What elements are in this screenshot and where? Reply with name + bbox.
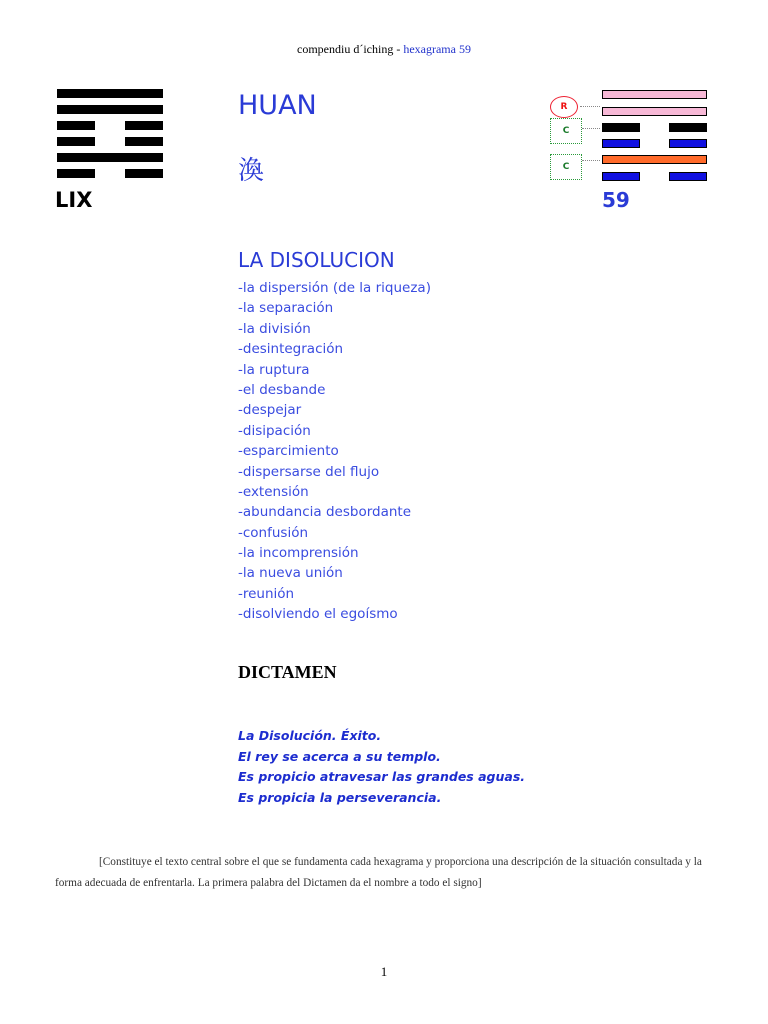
header-prefix: compendiu d´iching - [297,42,404,56]
dictamen-heading: DICTAMEN [238,662,337,682]
list-item: -la nueva unión [238,565,343,582]
diagram-line-3b [669,139,707,148]
page-header [0,42,768,57]
dictamen-line: Es propicio atravesar las grandes aguas. [238,769,526,784]
hexagram-name: HUAN [238,90,317,121]
note-text: Constituye el texto central sobre el que se fundamenta cada hexagrama y proporciona una descripción de la situación consultada y la forma adecuada de enfrentarla. La primera palabra del Dictamen da el nombre a todo el signo [55,856,702,889]
list-item: -disolviendo el egoísmo [238,606,398,623]
dictamen-line: La Disolución. Éxito. [238,728,382,743]
constituent-marker-2: C [550,154,582,180]
list-item: -reunión [238,585,295,602]
diagram-line-2 [602,155,707,164]
ruler-marker: R [550,96,578,118]
hexagram-line-6 [57,89,163,98]
list-item: -la incomprensión [238,545,359,562]
list-item: -extensión [238,483,309,500]
constituent-marker-1: C [550,118,582,144]
page-number: 1 [380,964,388,979]
list-item: -la separación [238,300,334,317]
hexagram-roman-numeral: LIX [55,188,93,212]
diagram-line-4b [669,123,707,132]
hexagram-line-4 [57,121,163,130]
list-item: -despejar [238,402,302,419]
list-item: -desintegración [238,341,344,358]
list-item: -la división [238,320,311,337]
list-item: -abundancia desbordante [238,504,412,521]
section-title: LA DISOLUCION [238,248,395,272]
diagram-line-1b [669,172,707,181]
explanatory-note [55,852,717,894]
list-item: -el desbande [238,381,326,398]
list-item: -esparcimiento [238,443,339,460]
meaning-list [238,278,431,625]
list-item: -disipación [238,422,311,439]
hexagram-number: 59 [602,188,630,212]
hexagram-symbol [57,89,163,185]
hexagram-hanzi: 渙 [238,156,265,186]
list-item: -la ruptura [238,361,310,378]
hexagram-line-3 [57,137,163,146]
header-link[interactable]: hexagrama 59 [403,42,471,56]
list-item: -confusión [238,524,309,541]
note-open-bracket: [ [99,856,103,868]
diagram-line-3a [602,139,640,148]
diagram-line-5 [602,107,707,116]
dictamen-text [238,726,525,808]
hexagram-line-5 [57,105,163,114]
dictamen-line: El rey se acerca a su templo. [238,748,441,764]
list-item: -la dispersión (de la riqueza) [238,280,431,296]
list-item: -dispersarse del flujo [238,463,380,480]
note-close-bracket: ] [477,877,482,889]
dictamen-line: Es propicia la perseverancia. [238,789,442,805]
diagram-line-1a [602,172,640,181]
hexagram-line-1 [57,169,163,178]
hexagram-line-2 [57,153,163,162]
diagram-line-6 [602,90,707,99]
hexagram-diagram [548,88,718,188]
diagram-line-4a [602,123,640,132]
